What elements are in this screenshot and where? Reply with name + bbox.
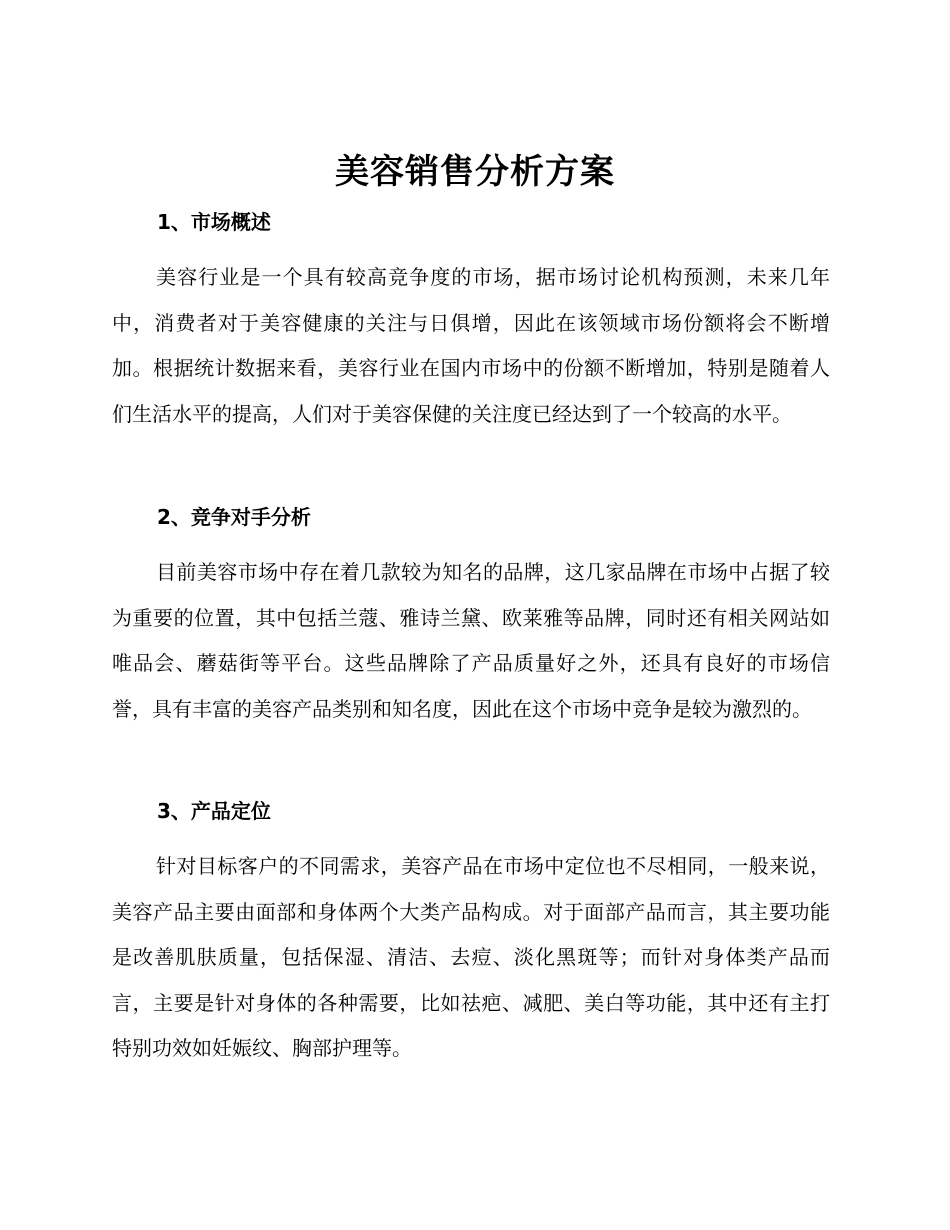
section-heading-market-overview: 1、市场概述 xyxy=(157,210,271,234)
document-title: 美容销售分析方案 xyxy=(335,152,615,192)
section-body-market-overview: 美容行业是一个具有较高竞争度的市场，据市场讨论机构预测，未来几年中，消费者对于美容健康的关注与日俱增，因此在该领域市场份额将会不断增加。根据统计数据来看，美容行业在国内市场中的份额不断增加，特别是随着人们生活水平的提高，人们对于美容保健的关注度已经达到了一个较高的水平。 xyxy=(112,265,830,426)
section-body-product-positioning: 针对目标客户的不同需求，美容产品在市场中定位也不尽相同，一般来说，美容产品主要由面部和身体两个大类产品构成。对于面部产品而言，其主要功能是改善肌肤质量，包括保湿、清洁、去痘、淡化黑斑等；而针对身体类产品而言，主要是针对身体的各种需要，比如祛疤、减肥、美白等功能，其中还有主打特别功效如妊娠纹、胸部护理等。 xyxy=(112,854,830,1060)
section-heading-competitor-analysis: 2、竞争对手分析 xyxy=(157,505,311,529)
section-body-competitor-analysis: 目前美容市场中存在着几款较为知名的品牌，这几家品牌在市场中占据了较为重要的位置，其中包括兰蔻、雅诗兰黛、欧莱雅等品牌，同时还有相关网站如唯品会、蘑菇街等平台。这些品牌除了产品质量好之外，还具有良好的市场信誉，具有丰富的美容产品类别和知名度，因此在这个市场中竞争是较为激烈的。 xyxy=(112,560,830,721)
section-heading-product-positioning: 3、产品定位 xyxy=(157,799,271,823)
